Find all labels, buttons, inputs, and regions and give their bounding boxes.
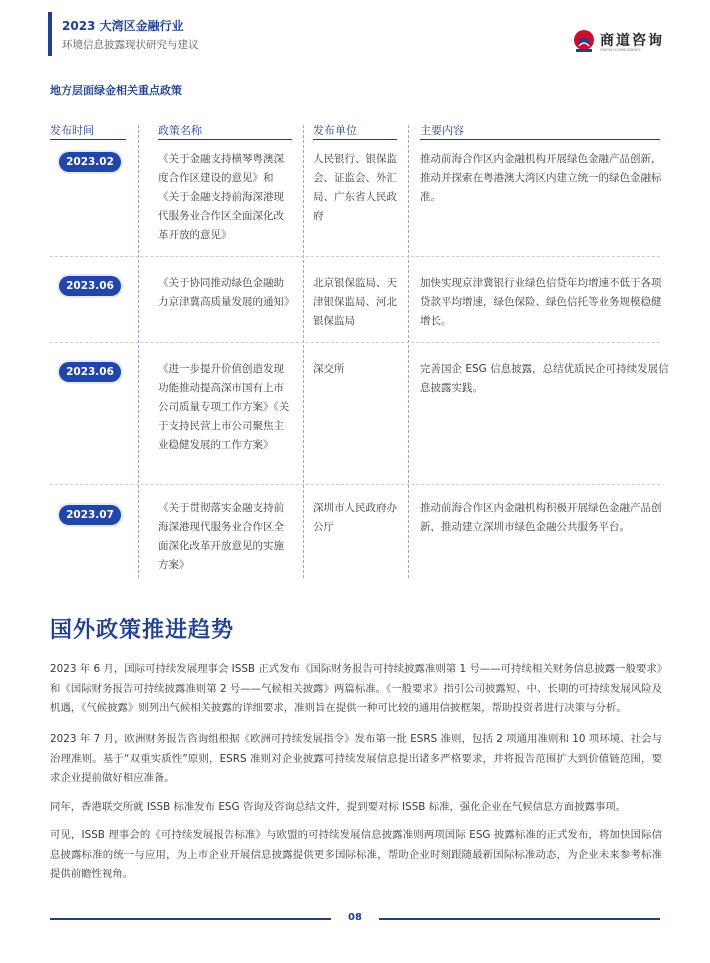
policy-content: 完善国企 ESG 信息披露，总结优质民企可持续发展信息披露实践。 bbox=[420, 363, 669, 394]
row-separator bbox=[50, 484, 660, 485]
policy-content: 推动前海合作区内金融机构开展绿色金融产品创新，推动并探索在粤港澳大湾区内建立统一的绿色金融标准。 bbox=[420, 153, 662, 203]
policy-content: 推动前海合作区内金融机构积极开展绿色金融产品创新，推动建立深圳市绿色金融公共服务平台。 bbox=[420, 502, 662, 533]
policy-content: 加快实现京津冀银行业绿色信贷年均增速不低于各项贷款平均增速，绿色保险、绿色信托等业务规模稳健增长。 bbox=[420, 277, 662, 327]
section-heading: 国外政策推进趋势 bbox=[50, 618, 235, 643]
logo-text: 商道咨询 bbox=[600, 33, 664, 49]
policy-name: 《关于金融支持横琴粤澳深度合作区建设的意见》和《关于金融支持前海深港现代服务业合作区全面深化改革开放的意见》 bbox=[158, 153, 284, 241]
issuing-unit: 深圳市人民政府办公厅 bbox=[313, 502, 397, 533]
policy-name: 《关于贯彻落实金融支持前海深港现代服务业合作区全面深化改革开放意见的实施方案》 bbox=[158, 502, 284, 571]
date-badge: 2023.06 bbox=[59, 276, 121, 296]
header-underline-unit bbox=[313, 139, 397, 140]
date-badge: 2023.06 bbox=[59, 362, 121, 382]
paragraph: 同年，香港联交所就 ISSB 标准发布 ESG 咨询及咨询总结文件，提到要对标 ISSB 标准，强化企业在气候信息方面披露事项。 bbox=[50, 801, 627, 813]
column-divider bbox=[303, 125, 304, 578]
page-number: 08 bbox=[348, 912, 362, 923]
policy-name: 《关于协同推动绿色金融助力京津冀高质量发展的通知》 bbox=[158, 277, 295, 308]
syntao-logo bbox=[572, 28, 672, 56]
table-header-name: 政策名称 bbox=[158, 124, 202, 137]
issuing-unit: 人民银行、银保监会、证监会、外汇局、广东省人民政府 bbox=[313, 153, 397, 222]
date-badge: 2023.02 bbox=[59, 152, 121, 172]
table-header-content: 主要内容 bbox=[420, 124, 464, 137]
paragraph: 2023 年 6 月，国际可持续发展理事会 ISSB 正式发布《国际财务报告可持续披露准则第 1 号——可持续相关财务信息披露一般要求》和《国际财务报告可持续披露准则第 2 号——气候相关披露》两篇标准。《一般要求》指引公司披露短、中、长期的可持续发展风险及机遇，《气候披露》则列出气候相关披露的详细要求，准则旨在提供一种可比较的通用信披框架，帮助投资者进行决策与分析。 bbox=[50, 663, 662, 714]
logo-emblem-icon bbox=[572, 28, 596, 54]
header-underline-content bbox=[420, 139, 660, 140]
paragraph: 可见，ISSB 理事会的《可持续发展报告标准》与欧盟的可持续发展信息披露准则两项国际 ESG 披露标准的正式发布，将加快国际信息披露标准的统一与应用，为上市企业开展信息披露提供更多国际标准，帮助企业时刻跟随最新国际标准动态，为企业未来参考标准提供前瞻性视角。 bbox=[50, 829, 662, 880]
section-label: 地方层面绿金相关重点政策 bbox=[50, 84, 182, 97]
header-underline-name bbox=[158, 139, 292, 140]
header-subtitle: 环境信息披露现状研究与建议 bbox=[62, 39, 199, 51]
header-title: 2023 大湾区金融行业 bbox=[62, 19, 184, 33]
table-header-unit: 发布单位 bbox=[313, 124, 357, 137]
row-separator bbox=[50, 256, 660, 257]
header-accent-bar bbox=[48, 12, 52, 56]
footer-rule-right bbox=[379, 918, 660, 920]
column-divider bbox=[408, 125, 409, 578]
issuing-unit: 北京银保监局、天津银保监局、河北银保监局 bbox=[313, 277, 397, 327]
date-badge: 2023.07 bbox=[59, 505, 121, 525]
footer-rule-left bbox=[50, 918, 331, 920]
policy-name: 《进一步提升价值创造发现功能推动提高深市国有上市公司质量专项工作方案》《关于支持民营上市公司聚焦主业稳健发展的工作方案》 bbox=[158, 363, 290, 451]
table-header-date: 发布时间 bbox=[50, 124, 94, 137]
header-underline-date bbox=[50, 139, 126, 140]
logo-tagline: SYNTAO CONSULTANCY bbox=[600, 48, 641, 52]
paragraph: 2023 年 7 月，欧洲财务报告咨询组根据《欧洲可持续发展指令》发布第一批 ESRS 准则，包括 2 项通用准则和 10 项环境、社会与治理准则。基于“双重实质性”原则，ESRS 准则对企业披露可持续发展信息提出诸多严格要求，并将报告范围扩大到价值链范围，要求企业提前做好相应准备。 bbox=[50, 733, 662, 784]
column-divider bbox=[138, 125, 139, 578]
issuing-unit: 深交所 bbox=[313, 363, 345, 375]
row-separator bbox=[50, 342, 660, 343]
